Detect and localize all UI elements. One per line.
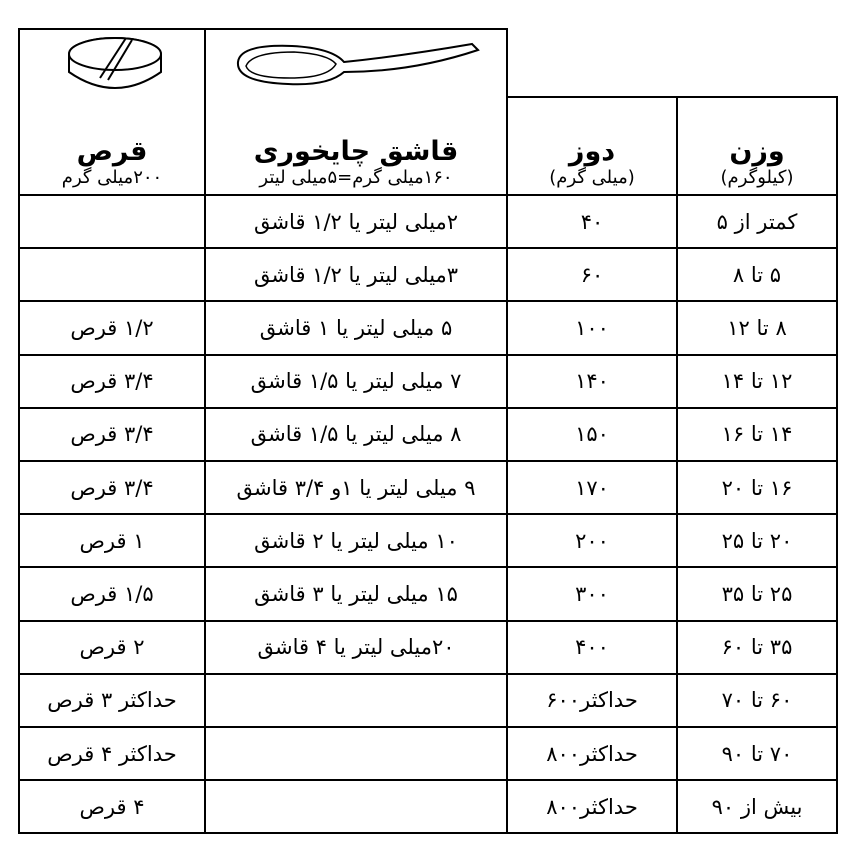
cell-weight: ۷۰ تا ۹۰ <box>721 741 793 766</box>
cell-spoon: ۲میلی لیتر یا ۱/۲ قاشق <box>253 209 459 234</box>
cell-weight: ۵ تا ۸ <box>732 262 782 287</box>
header-tablet-title: قرص <box>76 136 148 168</box>
grid-line <box>18 726 838 728</box>
cell-tablet: حداکثر ۴ قرص <box>47 741 177 766</box>
grid-line <box>18 194 838 196</box>
grid-line <box>204 28 206 833</box>
cell-weight: ۳۵ تا ۶۰ <box>721 635 793 660</box>
cell-tablet: ۴ قرص <box>79 794 145 819</box>
grid-line <box>836 96 838 833</box>
cell-weight: ۱۶ تا ۲۰ <box>721 475 793 500</box>
cell-weight: ۲۵ تا ۳۵ <box>721 581 793 606</box>
header-spoon-sub: ۱۶۰میلی گرم=۵میلی لیتر <box>259 167 453 189</box>
grid-line <box>18 28 20 833</box>
header-weight <box>677 97 837 195</box>
cell-weight: ۱۲ تا ۱۴ <box>721 369 793 394</box>
spoon-icon <box>232 40 482 90</box>
grid-line <box>18 28 508 30</box>
header-tablet-sub: ۲۰۰میلی گرم <box>61 167 163 189</box>
cell-weight: ۶۰ تا ۷۰ <box>721 688 793 713</box>
grid-line <box>506 96 838 98</box>
cell-dose: حداکثر۸۰۰ <box>546 741 638 766</box>
cell-tablet <box>19 248 205 301</box>
cell-dose: ۴۰۰ <box>575 635 609 660</box>
grid-line <box>18 513 838 515</box>
cell-spoon: ۷ میلی لیتر یا ۱/۵ قاشق <box>250 369 462 394</box>
cell-tablet: ۱/۵ قرص <box>70 581 154 606</box>
cell-spoon <box>205 674 507 727</box>
header-dose <box>507 97 677 195</box>
cell-weight: ۲۰ تا ۲۵ <box>721 528 793 553</box>
header-weight-title: وزن <box>729 136 785 168</box>
grid-line <box>18 460 838 462</box>
cell-spoon: ۵ میلی لیتر یا ۱ قاشق <box>259 315 453 340</box>
cell-spoon: ۲۰میلی لیتر یا ۴ قاشق <box>257 635 455 660</box>
cell-dose: ۶۰ <box>580 262 604 287</box>
cell-weight: ۸ تا ۱۲ <box>727 315 787 340</box>
cell-weight: بیش از ۹۰ <box>711 794 803 819</box>
cell-tablet: ۱ قرص <box>79 528 145 553</box>
pill-icon <box>60 32 170 98</box>
cell-dose: ۱۵۰ <box>575 422 609 447</box>
header-spoon-title: قاشق چایخوری <box>253 136 459 168</box>
cell-tablet: حداکثر ۳ قرص <box>47 688 177 713</box>
grid-line <box>18 779 838 781</box>
cell-tablet: ۱/۲ قرص <box>70 315 154 340</box>
grid-line <box>506 28 508 833</box>
header-weight-sub: (کیلوگرم) <box>720 167 794 189</box>
cell-spoon: ۱۰ میلی لیتر یا ۲ قاشق <box>254 528 458 553</box>
cell-dose: ۱۰۰ <box>575 315 609 340</box>
header-tablet <box>19 97 205 195</box>
cell-spoon <box>205 727 507 780</box>
cell-weight: ۱۴ تا ۱۶ <box>721 422 793 447</box>
cell-dose: ۳۰۰ <box>575 581 609 606</box>
grid-line <box>18 247 838 249</box>
cell-tablet: ۲ قرص <box>79 635 145 660</box>
cell-tablet: ۳/۴ قرص <box>70 422 154 447</box>
grid-line <box>18 673 838 675</box>
cell-dose: ۱۷۰ <box>575 475 609 500</box>
grid-line <box>18 620 838 622</box>
grid-line <box>18 566 838 568</box>
cell-weight: کمتر از ۵ <box>716 209 798 234</box>
cell-spoon: ۱۵ میلی لیتر یا ۳ قاشق <box>254 581 458 606</box>
header-dose-sub: (میلی گرم) <box>549 167 635 189</box>
cell-dose: حداکثر۶۰۰ <box>546 688 638 713</box>
cell-tablet <box>19 195 205 248</box>
cell-dose: ۱۴۰ <box>575 369 609 394</box>
grid-line <box>676 96 678 833</box>
cell-tablet: ۳/۴ قرص <box>70 369 154 394</box>
cell-spoon: ۸ میلی لیتر یا ۱/۵ قاشق <box>250 422 462 447</box>
header-dose-title: دوز <box>568 136 616 168</box>
cell-spoon: ۹ میلی لیتر یا ۱و ۳/۴ قاشق <box>236 475 476 500</box>
grid-line <box>18 354 838 356</box>
cell-spoon <box>205 780 507 833</box>
cell-dose: ۴۰ <box>580 209 604 234</box>
header-spoon <box>205 97 507 195</box>
cell-spoon: ۳میلی لیتر یا ۱/۲ قاشق <box>253 262 459 287</box>
cell-dose: ۲۰۰ <box>575 528 609 553</box>
cell-dose: حداکثر۸۰۰ <box>546 794 638 819</box>
cell-tablet: ۳/۴ قرص <box>70 475 154 500</box>
grid-line <box>18 407 838 409</box>
grid-line <box>18 300 838 302</box>
grid-line <box>18 832 838 834</box>
